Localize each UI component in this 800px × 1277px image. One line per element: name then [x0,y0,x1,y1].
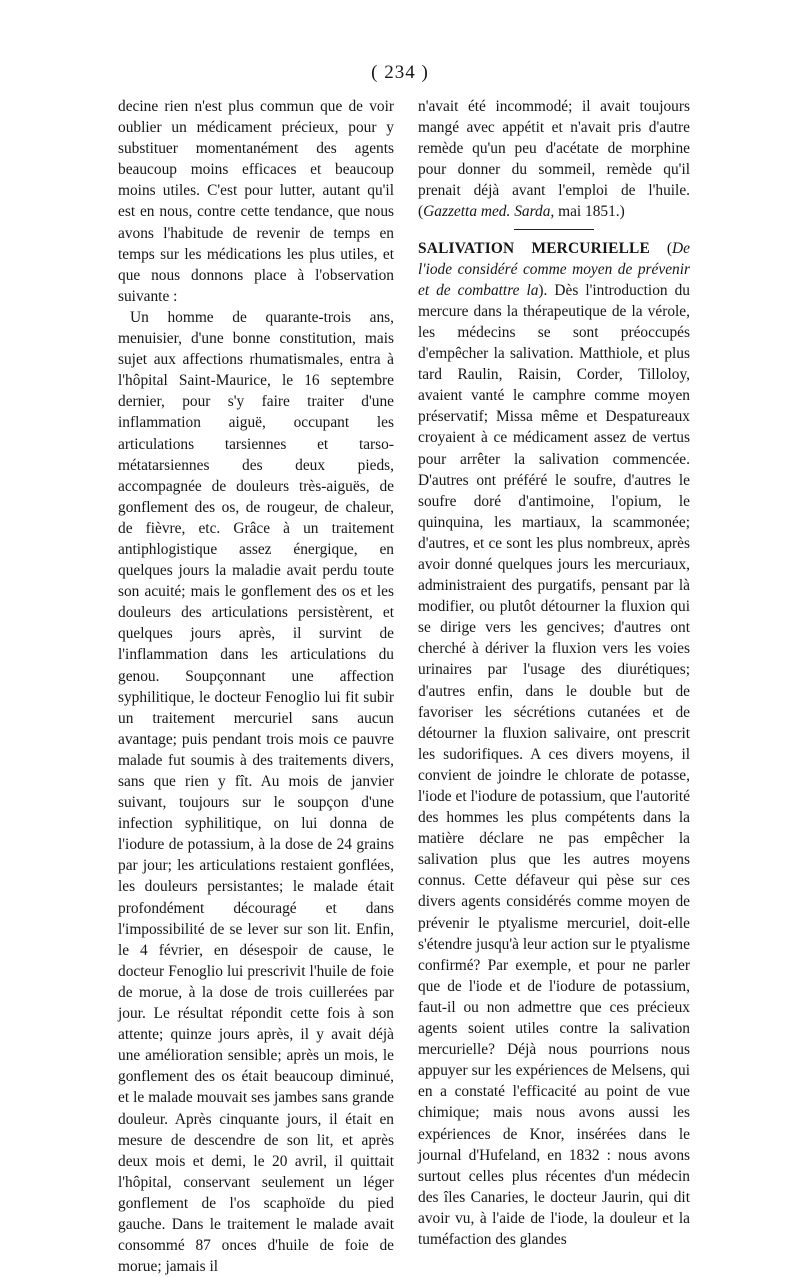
section-heading: SALIVATION MERCURIELLE [418,239,650,257]
left-column [118,96,394,1277]
right-paragraph-1 [418,96,690,223]
left-paragraph-1: decine rien n'est plus commun que de voir oublier un médicament précieux, pour y substituer momentanément des agents beaucoup moins efficaces et beaucoup moins utiles. C'est pour lutter, autant qu'il est en nous, contre cette tendance, que nous avons l'habitude de revenir de temps en temps sur les médications les plus utiles, et que nous donnons place à l'observation suivante : [118,98,394,305]
citation-date: mai 1851.) [554,203,625,221]
section-subtitle: De l'iode considéré comme moyen de prévenir et de combattre la [418,239,690,299]
page-number: ( 234 ) [371,62,429,83]
citation-source: Gazzetta med. Sarda, [423,203,555,221]
right-column [418,96,690,1250]
section-divider [514,229,594,230]
left-paragraph-2: Un homme de quarante-trois ans, menuisier, d'une bonne constitution, mais sujet aux affections rhumatismales, entra à l'hôpital Saint-Maurice, le 16 septembre dernier, pour s'y faire traiter d'une inflammation aiguë, occupant les articulations tarsiennes et tarso-métatarsiennes des deux pieds, accompagnée de douleurs très-aiguës, de gonflement des os, de rougeur, de chaleur, de fièvre, etc. Grâce à un traitement antiphlogistique assez énergique, en quelques jours la maladie avait perdu toute son acuité; mais le gonflement des os et les douleurs des articulations persistèrent, et quelques jours après, il survint de l'inflammation dans les articulations du genou. Soupçonnant une affection syphilitique, le docteur Fenoglio lui fit subir un traitement mercuriel sans aucun avantage; puis pendant trois mois ce pauvre malade fut soumis à des traitements divers, sans que rien y fît. Au mois de janvier suivant, toujours sur le soupçon d'une infection syphilitique, on lui donna de l'iodure de potassium, à la dose de 24 grains par jour; les articulations restaient gonflées, les douleurs persistantes; le malade était profondément découragé et dans l'impossibilité de se lever sur son lit. Enfin, le 4 février, en désespoir de cause, le docteur Fenoglio lui prescrivit l'huile de foie de morue, à la dose de trois cuillerées par jour. Le résultat répondit cette fois à son attente; quinze jours après, il y avait déjà une amélioration sensible; après un mois, le gonflement des os était beaucoup diminué, et le malade mouvait ses jambes sans grande douleur. Après cinquante jours, il était en mesure de descendre de son lit, et après deux mois et demi, le 20 avril, il quittait l'hôpital, conservant seulement un léger gonflement de l'os scaphoïde du pied gauche. Dans le traitement le malade avait consommé 87 onces d'huile de foie de morue; jamais il [118,308,394,1276]
heading-open-paren: ( [650,239,673,257]
section-body: Dès l'introduction du mercure dans la thérapeutique de la vérole, les médecins se sont préoccupés d'empêcher la salivation. Matthiole, et plus tard Raulin, Raisin, Corder, Tilloloy, avaient vanté le camphre comme moyen préservatif; Missa même et Despatureaux croyaient à ce médicament assez de vertus pour arrêter la salivation commencée. D'autres ont préféré le soufre, d'autres le soufre doré d'antimoine, l'opium, le quinquina, les martiaux, la scammonée; d'autres, et ce sont les plus nombreux, après avoir donné quelques jours les mercuriaux, administraient des purgatifs, pensant par là modifier, ou plutôt détourner la fluxion qui se dirige vers les gencives; d'autres ont cherché à dériver la fluxion vers les voies urinaires par l'usage des diurétiques; d'autres enfin, dans le double but de favoriser les sécrétions cutanées et de détourner la fluxion salivaire, ont prescrit les sudorifiques. A ces divers moyens, il convient de joindre le chlorate de potasse, l'iode et l'iodure de potassium, que l'autorité des hommes les plus compétents dans la matière déclare ne pas empêcher la salivation plus que les autres moyens connus. Cette défaveur qui pèse sur ces divers agents considérés comme moyen de prévenir le ptyalisme mercuriel, doit-elle s'étendre jusqu'à leur action sur le ptyalisme confirmé? Par exemple, et pour ne parler que de l'iode et de l'iodure de potassium, faut-il ou non admettre que ces précieux agents soient utiles contre la salivation mercurielle? Déjà nous pourrions nous appuyer sur les expériences de Melsens, qui en a constaté l'efficacité au point de vue chimique; mais nous avons aussi les expériences de Knor, insérées dans le journal d'Hufeland, en 1832 : nous avons surtout celles plus récentes d'un médecin des îles Canaries, le docteur Jaurin, qui dit avoir vu, à l'aide de l'iode, la douleur et la tuméfaction des glandes [418,281,690,1248]
right-paragraph-1-text: n'avait été incommodé; il avait toujours mangé avec appétit et n'avait pris d'autre remède qu'un peu d'acétate de morphine pour donner du sommeil, remède qu'il prenait déjà avant l'emploi de l'huile. ( [418,98,690,221]
right-paragraph-2 [418,238,690,1251]
heading-close-paren: ). [538,281,555,299]
